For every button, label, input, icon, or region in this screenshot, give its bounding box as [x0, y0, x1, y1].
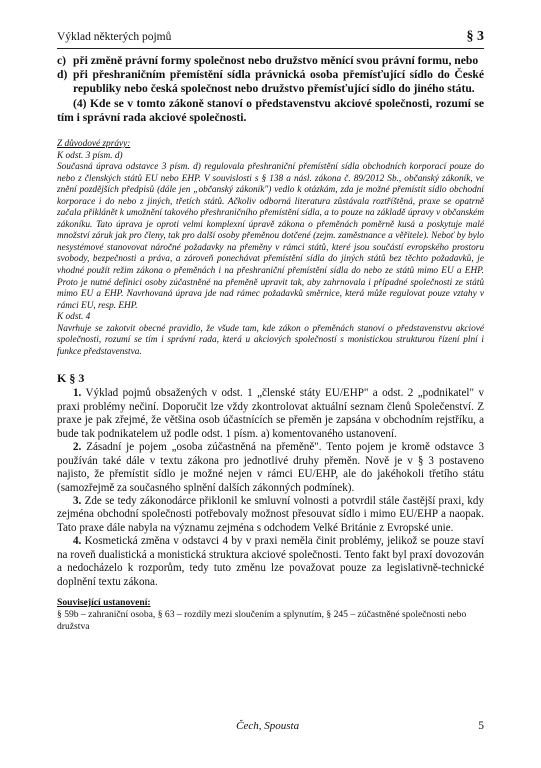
explanatory-text: Navrhuje se zakotvit obecné pravidlo, že všude tam, kde zákon o přeměnách stanoví o představenstvu akciové společnosti, rozumí se tím i správní rada, která u akciových společností s monistickou strukturou řízení plní i funkce představenstva.: [57, 323, 484, 357]
commentary-paragraph: [57, 495, 484, 535]
header-title: Výklad některých pojmů: [57, 31, 172, 43]
related-provisions: [57, 597, 484, 633]
commentary-section: [57, 371, 484, 589]
list-item: [57, 68, 484, 96]
footer-authors: Čech, Spousta: [236, 720, 300, 732]
list-item: [57, 54, 484, 68]
header-section-mark: § 3: [466, 29, 484, 44]
list-item-label: d): [57, 68, 68, 82]
explanatory-text: Současná úprava odstavce 3 písm. d) regulovala přeshraniční přemístění sídla obchodních korporací pouze do nebo z členských států EU nebo EHP. V souvislosti s § 138 a násl. zákona č. 89/2012 Sb., občanský zákoník, ve znění pozdějších předpisů (dále jen „občanský zákoník") vedlo k otázkám, zda je možné přemístit sídlo obchodní korporace i do nebo z jiných, třetích států. Ačkoliv odborná literatura zůstávala roztříštěná, praxe se opatrně začala přiklánět k umožnění takového přeshraničního přemístění sídla, a to pouze na základě úpravy v občanském zákoníku. Tato úprava je oproti velmi komplexní úpravě zákona o přeměnách poměrně kusá a poskytuje malé množství záruk jak pro členy, tak pro další osoby přeměnou dotčené (zejm. zaměstnance a věřitele). Neboť by bylo nesystémové stanovovat náročné požadavky na přeměny v rámci států, které jsou součástí evropského prostoru svobody, bezpečnosti a práva, a zároveň ponechávat přemístění sídla do jiných států bez těchto požadavků, je vhodné použít režim zákona o přeměnách i na přeshraniční přemístění sídla do nebo ze států mimo EU a EHP. Proto je nutné definici osoby zúčastněné na přeměně upravit tak, aby zahrnovala i případné společnosti ze států mimo EU a EHP. Navrhovaná úprava jde nad rámec požadavků směrnice, která může regulovat pouze vztahy v rámci EU, resp. EHP.: [57, 162, 484, 311]
paragraph-text: Výklad pojmů obsažených v odst. 1 „členské státy EU/EHP" a odst. 2 „podnikatel" v praxi problémy nečiní. Doporučit lze vždy zkontrolovat aktuální seznam členů Společenství. Z praxe je pak zřejmé, že většina osob účastnících se přeměn je zapsána v obchodním rejstříku, a bude tak podnikatelem už podle odst. 1 písm. a) komentovaného ustanovení.: [57, 387, 484, 440]
statute-paragraph-4: (4) Kde se v tomto zákoně stanoví o představenstvu akciové společnosti, rozumí se tím i správní rada akciové společnosti.: [57, 96, 484, 124]
page-content: [57, 54, 484, 633]
paragraph-number: 3.: [73, 495, 82, 508]
running-footer: [57, 720, 484, 732]
running-header: [57, 29, 484, 49]
commentary-paragraph: [57, 441, 484, 495]
list-item-text: při přeshraničním přemístění sídla právnická osoba přemísťující sídlo do České republiky nebo česká společnost nebo družstvo přemísťující sídlo do jiného státu.: [73, 68, 484, 96]
explanatory-subheading: K odst. 3 písm. d): [57, 150, 123, 161]
paragraph-text: Zásadní je pojem „osoba zúčastněná na přeměně". Tento pojem je kromě odstavce 3 používán také dále v textu zákona pro jednotlivé druhy přeměn. Nově je v § 3 postaveno najisto, že přemístit sídlo je možné nejen v rámci EU/EHP, ale do jakéhokoli třetího státu (samozřejmě za současného splnění dalších zákonných podmínek).: [57, 441, 484, 494]
paragraph-number: 2.: [73, 441, 82, 454]
commentary-paragraph: [57, 535, 484, 589]
section-heading: K § 3: [57, 371, 85, 386]
list-item-label: c): [57, 54, 67, 67]
paragraph-number: 1.: [73, 387, 82, 400]
paragraph-text: Kosmetická změna v odstavci 4 by v praxi neměla činit problémy, jelikož se pouze staví na roveň dualistická a monistická struktura akciové společnosti. Tento fakt byl praxí dovozován a nedocházelo k rozporům, tedy tuto změnu lze považovat pouze za legislativně-technické doplnění textu zákona.: [57, 535, 484, 588]
commentary-paragraph: [57, 387, 484, 441]
paragraph-number: 4.: [73, 535, 82, 548]
explanatory-subheading: K odst. 4: [57, 312, 91, 323]
related-provisions-heading: Související ustanovení:: [57, 597, 151, 609]
list-item-text: při změně právní formy společnost nebo družstvo měnící svou právní formu, nebo: [73, 54, 479, 67]
explanatory-report-heading: Z důvodové zprávy:: [57, 139, 131, 150]
statute-text: [57, 54, 484, 125]
paragraph-text: Zde se tedy zákonodárce přiklonil ke smluvní volnosti a potvrdil stále častější praxi, kdy zejména obchodní společnosti potřebovaly možnost přesouvat sídlo i mimo EU/EHP a naopak. Tato praxe dále nabyla na významu zejména s odchodem Velké Británie z Evropské unie.: [57, 495, 484, 534]
page-number: 5: [478, 720, 484, 732]
commentary-body: [57, 387, 484, 589]
related-provisions-text: § 59b – zahraniční osoba, § 63 – rozdíly mezi sloučením a splynutím, § 245 – zúčastněné společnosti nebo družstva: [57, 609, 467, 633]
explanatory-report: [57, 139, 484, 358]
